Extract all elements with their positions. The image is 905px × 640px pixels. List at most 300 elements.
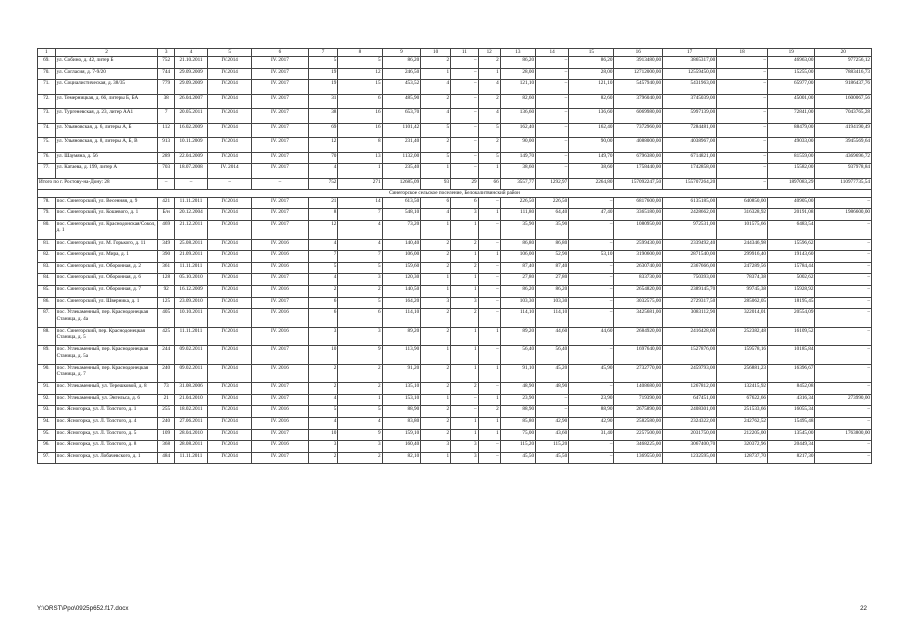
cell-col-12: 4	[478, 80, 500, 95]
cell-col-15: –	[569, 262, 614, 274]
cell-col-19: 10185,84	[768, 346, 815, 365]
cell-col-13: 89,20	[500, 327, 535, 346]
cell-col-7: 10	[308, 346, 338, 365]
cell-col-2: пос. Синегорский, ул. Мира, д. 1	[55, 251, 158, 263]
cell-col-15: 88,90	[569, 406, 614, 418]
cell-col-19: 19143,60	[768, 251, 815, 263]
cell-col-3: 390	[158, 251, 175, 263]
cell-col-1: 89.	[38, 346, 56, 365]
cell-col-19: 20554,09	[768, 309, 815, 328]
cell-col-19: 8217,30	[768, 452, 815, 464]
cell-col-15: –	[569, 239, 614, 251]
cell-col-13: 91,10	[500, 364, 535, 383]
cell-col-10: 2	[421, 406, 451, 418]
cell-col-4: 4	[174, 49, 207, 57]
cell-col-2: ул. Согласия, д. 7-9/20	[55, 68, 158, 80]
cell-col-2: пос. Синегорский, ул. Оборонная, д. 7	[55, 285, 158, 297]
table-row	[38, 297, 872, 309]
cell-col-1: 97.	[38, 452, 56, 464]
cell-col-18: 256881,23	[717, 364, 768, 383]
cell-col-20: 4194190,49	[815, 123, 872, 138]
cell-col-3: 368	[158, 441, 175, 453]
cell-col-11: 1	[451, 429, 479, 441]
cell-col-2: ул. Собино, д. 42, литер Б	[55, 57, 158, 69]
cell-col-17: 6714821,00	[663, 152, 717, 164]
cell-col-11: –	[451, 57, 479, 69]
cell-col-15: 28,00	[569, 68, 614, 80]
cell-col-2: пос. Синегорский, ул. Весенняя, д. 9	[55, 197, 158, 209]
cell-col-14: 226,50	[536, 197, 569, 209]
cell-col-6: IV. 2016	[252, 417, 308, 429]
cell-col-6: IV. 2016	[252, 309, 308, 328]
table-row	[38, 285, 872, 297]
cell-col-5: IV.2014	[208, 68, 252, 80]
cell-col-17: 1527876,00	[663, 346, 717, 365]
cell-col-14: –	[536, 394, 569, 406]
cell-col-2: 2	[55, 49, 158, 57]
cell-col-3: 240	[158, 364, 175, 383]
cell-col-3: 744	[158, 68, 175, 80]
cell-col-10: 4	[421, 109, 451, 124]
cell-col-17: 2871540,00	[663, 251, 717, 263]
cell-col-8: 3	[338, 274, 382, 286]
cell-col-9: 453,52	[382, 80, 421, 95]
cell-col-1: 78.	[38, 197, 56, 209]
cell-col-20: 937978,84	[815, 164, 872, 179]
header-row	[38, 49, 872, 57]
cell-col-6: IV. 2017	[252, 221, 308, 240]
cell-col-13: 86,20	[500, 285, 535, 297]
cell-col-4: 11.11.2011	[174, 452, 207, 464]
cell-col-14: –	[536, 80, 569, 95]
cell-col-8: 13	[338, 152, 382, 164]
cell-col-9: 82,10	[382, 452, 421, 464]
cell-col-20: 1986600,00	[815, 209, 872, 221]
cell-col-2: пос. Углекаменный, пер. Краснодонецкая Станица, д. 4а	[55, 309, 158, 328]
cell-col-8: 5	[338, 406, 382, 418]
cell-col-3: 244	[158, 346, 175, 365]
cell-col-16: 2732770,00	[614, 364, 663, 383]
cell-col-7: 7	[308, 251, 338, 263]
cell-col-11: –	[451, 164, 479, 179]
cell-col-1: 93.	[38, 406, 56, 418]
housing-register-table	[37, 48, 872, 464]
cell-col-5: IV.2014	[208, 152, 252, 164]
cell-col-12: 2	[478, 138, 500, 153]
cell-col-6: IV. 2017	[252, 346, 308, 365]
cell-col-17: 2339492,40	[663, 239, 717, 251]
cell-col-18: 247289,56	[717, 262, 768, 274]
cell-col-3: 469	[158, 221, 175, 240]
cell-col-17: 2729317,50	[663, 297, 717, 309]
cell-col-17: 5997139,00	[663, 109, 717, 124]
cell-col-18: 99745,38	[717, 285, 768, 297]
cell-col-16: 4088000,00	[614, 138, 663, 153]
cell-col-17: 2367666,00	[663, 262, 717, 274]
cell-col-16: 16	[614, 49, 663, 57]
cell-col-7: 5	[308, 57, 338, 69]
cell-col-5: IV.2014	[208, 251, 252, 263]
cell-col-19: 16055,34	[768, 406, 815, 418]
cell-col-11: –	[451, 80, 479, 95]
cell-col-14: –	[536, 68, 569, 80]
cell-col-15: –	[569, 221, 614, 240]
cell-col-1: 81.	[38, 239, 56, 251]
total-cell-19: 110977735,54	[815, 178, 872, 190]
cell-col-7: 2	[308, 285, 338, 297]
cell-col-14: –	[536, 152, 569, 164]
cell-col-9: 9	[382, 49, 421, 57]
cell-col-1: 84.	[38, 274, 56, 286]
cell-col-17: 2416428,00	[663, 327, 717, 346]
cell-col-3: 289	[158, 152, 175, 164]
total-cell-1: Итого по г. Ростову-на-Дону: 28	[38, 178, 158, 190]
cell-col-6: IV. 2017	[252, 394, 308, 406]
cell-col-3: 3	[158, 49, 175, 57]
cell-col-13: 45,50	[500, 452, 535, 464]
cell-col-18: –	[717, 80, 768, 95]
cell-col-7: 19	[308, 80, 338, 95]
cell-col-20: –	[815, 309, 872, 328]
cell-col-10: 1	[421, 68, 451, 80]
cell-col-4: 28.08.2011	[174, 441, 207, 453]
cell-col-4: 26.04.2007	[174, 94, 207, 109]
cell-col-6: IV. 2017	[252, 123, 308, 138]
cell-col-10: 1	[421, 452, 451, 464]
cell-col-9: 140,50	[382, 285, 421, 297]
cell-col-19: 15784,44	[768, 262, 815, 274]
cell-col-12: 1	[478, 251, 500, 263]
cell-col-19: 72841,00	[768, 109, 815, 124]
cell-col-8: 2	[338, 364, 382, 383]
cell-col-8: 14	[338, 197, 382, 209]
cell-col-13: 87,40	[500, 262, 535, 274]
cell-col-16: 3468225,00	[614, 441, 663, 453]
cell-col-1: 71.	[38, 80, 56, 95]
cell-col-17: 17	[663, 49, 717, 57]
cell-col-20: –	[815, 383, 872, 395]
cell-col-17: 2428662,00	[663, 209, 717, 221]
cell-col-14: –	[536, 123, 569, 138]
cell-col-20: –	[815, 406, 872, 418]
cell-col-9: 246,50	[382, 68, 421, 80]
cell-col-18: –	[717, 138, 768, 153]
cell-col-12: 1	[478, 429, 500, 441]
cell-col-2: ул. Темерницкая, д. 66, литеры Б, БА	[55, 94, 158, 109]
cell-col-11: –	[451, 109, 479, 124]
cell-col-3: 21	[158, 394, 175, 406]
cell-col-14: –	[536, 138, 569, 153]
cell-col-11: –	[451, 152, 479, 164]
table-row	[38, 221, 872, 240]
cell-col-12: 1	[478, 394, 500, 406]
cell-col-13: 115,20	[500, 441, 535, 453]
cell-col-6: 6	[252, 49, 308, 57]
cell-col-1: 82.	[38, 251, 56, 263]
cell-col-9: 83,80	[382, 417, 421, 429]
cell-col-14: 64,40	[536, 209, 569, 221]
cell-col-10: 1	[421, 274, 451, 286]
cell-col-11: –	[451, 406, 479, 418]
cell-col-15: 45,90	[569, 364, 614, 383]
cell-col-20: –	[815, 327, 872, 346]
cell-col-20: –	[815, 239, 872, 251]
cell-col-17: 3067400,70	[663, 441, 717, 453]
cell-col-1: 92.	[38, 394, 56, 406]
cell-col-14: 115,20	[536, 441, 569, 453]
cell-col-11: 6	[451, 197, 479, 209]
cell-col-8: 5	[338, 262, 382, 274]
cell-col-7: 5	[308, 406, 338, 418]
cell-col-5: IV.2014	[208, 406, 252, 418]
cell-col-14: 42,90	[536, 417, 569, 429]
cell-col-16: 3365180,00	[614, 209, 663, 221]
cell-col-15: –	[569, 346, 614, 365]
cell-col-10: 2	[421, 327, 451, 346]
cell-col-2: пос. Углекаменный, ул. Энгельса, д. 6	[55, 394, 158, 406]
total-cell-4: –	[208, 178, 252, 190]
table-row	[38, 109, 872, 124]
cell-col-11: 1	[451, 285, 479, 297]
cell-col-15: 38,60	[569, 164, 614, 179]
table-row	[38, 429, 872, 441]
cell-col-6: IV. 2017	[252, 152, 308, 164]
table-row	[38, 80, 872, 95]
cell-col-8: 1	[338, 164, 382, 179]
cell-col-4: 25.08.2011	[174, 239, 207, 251]
cell-col-5: IV.2014	[208, 123, 252, 138]
cell-col-12: 1	[478, 417, 500, 429]
total-cell-13: 1292,97	[536, 178, 569, 190]
cell-col-17: 1232595,00	[663, 452, 717, 464]
cell-col-5: IV.2014	[208, 417, 252, 429]
cell-col-12: 1	[478, 327, 500, 346]
cell-col-6: IV. 2017	[252, 429, 308, 441]
cell-col-2: пос. Ясногорка, ул. Л. Толстого, д. 5	[55, 429, 158, 441]
cell-col-8: 7	[338, 251, 382, 263]
cell-col-5: IV.2014	[208, 429, 252, 441]
table-row	[38, 383, 872, 395]
cell-col-14: 86,80	[536, 239, 569, 251]
cell-col-9: 1132,00	[382, 152, 421, 164]
cell-col-5: IV.2014	[208, 346, 252, 365]
cell-col-3: 421	[158, 197, 175, 209]
cell-col-11: 1	[451, 417, 479, 429]
cell-col-12: –	[478, 285, 500, 297]
cell-col-7: 3	[308, 441, 338, 453]
cell-col-7: 2	[308, 364, 338, 383]
cell-col-2: ул. Катаева, д. 199, литер А	[55, 164, 158, 179]
table-row	[38, 239, 872, 251]
cell-col-6: IV. 2017	[252, 80, 308, 95]
cell-col-17: 2324322,00	[663, 417, 717, 429]
table-row	[38, 406, 872, 418]
cell-col-13: 75,00	[500, 429, 535, 441]
cell-col-15: 15	[569, 49, 614, 57]
cell-col-16: 3032575,00	[614, 297, 663, 309]
cell-col-6: IV. 2016	[252, 251, 308, 263]
cell-col-8: 4	[338, 239, 382, 251]
cell-col-8: 6	[338, 309, 382, 328]
cell-col-20: –	[815, 441, 872, 453]
cell-col-5: IV.2014	[208, 209, 252, 221]
cell-col-19: 15495,48	[768, 417, 815, 429]
cell-col-4: 11.11.2011	[174, 197, 207, 209]
cell-col-12: –	[478, 309, 500, 328]
cell-col-7: 12	[308, 138, 338, 153]
cell-col-7: 21	[308, 197, 338, 209]
cell-col-12: 2	[478, 406, 500, 418]
cell-col-11: 2	[451, 309, 479, 328]
cell-col-16: 833730,00	[614, 274, 663, 286]
cell-col-16: 1408680,00	[614, 383, 663, 395]
table-row	[38, 417, 872, 429]
cell-col-17: 7284481,00	[663, 123, 717, 138]
cell-col-8: 16	[338, 109, 382, 124]
section-title: Синегорское сельское поселение, Белокалитвинский район	[38, 190, 872, 198]
cell-col-11: –	[451, 94, 479, 109]
cell-col-5: IV.2014	[208, 262, 252, 274]
cell-col-14: 52,90	[536, 251, 569, 263]
table-row	[38, 94, 872, 109]
cell-col-5: IV. 2014	[208, 164, 252, 179]
cell-col-18: 101575,66	[717, 221, 768, 240]
cell-col-15: 90,00	[569, 138, 614, 153]
table-row	[38, 441, 872, 453]
cell-col-19: 5002,62	[768, 274, 815, 286]
total-cell-10: 29	[451, 178, 479, 190]
cell-col-20: –	[815, 346, 872, 365]
cell-col-4: 16.02.2009	[174, 123, 207, 138]
cell-col-20: 977256,12	[815, 57, 872, 69]
cell-col-4: 27.06.2011	[174, 417, 207, 429]
table-row	[38, 68, 872, 80]
cell-col-11: –	[451, 68, 479, 80]
cell-col-3: 112	[158, 123, 175, 138]
cell-col-7: 5	[308, 262, 338, 274]
cell-col-6: IV. 2017	[252, 197, 308, 209]
cell-col-13: 114,10	[500, 309, 535, 328]
cell-col-4: 18.02.2011	[174, 406, 207, 418]
cell-col-1: 80.	[38, 221, 56, 240]
cell-col-1: 69.	[38, 57, 56, 69]
cell-col-12: –	[478, 383, 500, 395]
total-cell-5: –	[252, 178, 308, 190]
cell-col-11: 2	[451, 383, 479, 395]
cell-col-11: 3	[451, 209, 479, 221]
cell-col-10: 6	[421, 197, 451, 209]
cell-col-2: пос. Углекаменный, пер. Краснодонецкая Станица, д. 5а	[55, 346, 158, 365]
cell-col-14: 43,60	[536, 429, 569, 441]
cell-col-18: 67622,66	[717, 394, 768, 406]
cell-col-7: 70	[308, 152, 338, 164]
cell-col-12: 4	[478, 109, 500, 124]
cell-col-14: 45,20	[536, 364, 569, 383]
cell-col-1: 88.	[38, 327, 56, 346]
cell-col-9: 613,50	[382, 197, 421, 209]
cell-col-10: 2	[421, 94, 451, 109]
cell-col-19: 15928,92	[768, 285, 815, 297]
cell-col-4: 21.09.2011	[174, 251, 207, 263]
cell-col-15: 82,60	[569, 94, 614, 109]
cell-col-13: 136,60	[500, 109, 535, 124]
cell-col-8: 1	[338, 394, 382, 406]
cell-col-11: 2	[451, 262, 479, 274]
table-row	[38, 164, 872, 179]
cell-col-7: 4	[308, 164, 338, 179]
cell-col-11: 1	[451, 221, 479, 240]
cell-col-10: 3	[421, 297, 451, 309]
cell-col-5: IV.2014	[208, 309, 252, 328]
cell-col-2: ул. Ульяновская, д. 8, литеры А, Б, В	[55, 138, 158, 153]
cell-col-12: –	[478, 262, 500, 274]
cell-col-2: пос. Ясногорка, ул. Л. Толстого, д. 8	[55, 441, 158, 453]
cell-col-18: –	[717, 57, 768, 69]
cell-col-3: 405	[158, 309, 175, 328]
cell-col-12: –	[478, 346, 500, 365]
cell-col-14: 56,40	[536, 346, 569, 365]
cell-col-16: 2582580,00	[614, 417, 663, 429]
cell-col-17: 2408301,00	[663, 406, 717, 418]
cell-col-17: 972531,00	[663, 221, 717, 240]
cell-col-4: 21.04.2010	[174, 394, 207, 406]
cell-col-9: 159,10	[382, 429, 421, 441]
total-cell-16: 155707264,20	[663, 178, 717, 190]
cell-col-13: 226,50	[500, 197, 535, 209]
cell-col-13: 23,90	[500, 394, 535, 406]
cell-col-20: –	[815, 417, 872, 429]
cell-col-15: –	[569, 441, 614, 453]
cell-col-12: 12	[478, 49, 500, 57]
cell-col-17: 6135185,00	[663, 197, 717, 209]
cell-col-1: 77.	[38, 164, 56, 179]
cell-col-16: 2654820,00	[614, 285, 663, 297]
cell-col-13: 82,60	[500, 94, 535, 109]
cell-col-17: 750393,00	[663, 274, 717, 286]
cell-col-3: 779	[158, 80, 175, 95]
cell-col-18: –	[717, 164, 768, 179]
cell-col-20: –	[815, 452, 872, 464]
cell-col-9: 113,90	[382, 346, 421, 365]
cell-col-12: 1	[478, 364, 500, 383]
cell-col-15: 44,60	[569, 327, 614, 346]
cell-col-20: –	[815, 274, 872, 286]
cell-col-8: 16	[338, 123, 382, 138]
cell-col-2: ул. Тургеневская, д. 23, литер АА1	[55, 109, 158, 124]
cell-col-3: 125	[158, 297, 175, 309]
cell-col-18: 316328,92	[717, 209, 768, 221]
cell-col-14: –	[536, 57, 569, 69]
cell-col-8: 2	[338, 452, 382, 464]
cell-col-6: IV. 2016	[252, 364, 308, 383]
cell-col-7: 4	[308, 394, 338, 406]
cell-col-12: –	[478, 441, 500, 453]
cell-col-12: 2	[478, 57, 500, 69]
cell-col-14: 14	[536, 49, 569, 57]
cell-col-2: ул. Ульяновская, д. 6, литеры А, Б	[55, 123, 158, 138]
cell-col-4: 18.07.2008	[174, 164, 207, 179]
cell-col-17: 3745039,00	[663, 94, 717, 109]
cell-col-8: 7	[338, 209, 382, 221]
cell-col-7: 10	[308, 429, 338, 441]
cell-col-5: IV.2014	[208, 80, 252, 95]
cell-col-19: 49033,00	[768, 138, 815, 153]
cell-col-18: 322014,01	[717, 309, 768, 328]
cell-col-18: 285062,05	[717, 297, 768, 309]
cell-col-16: 3913480,00	[614, 57, 663, 69]
cell-col-10: 2	[421, 429, 451, 441]
cell-col-5: IV.2014	[208, 452, 252, 464]
